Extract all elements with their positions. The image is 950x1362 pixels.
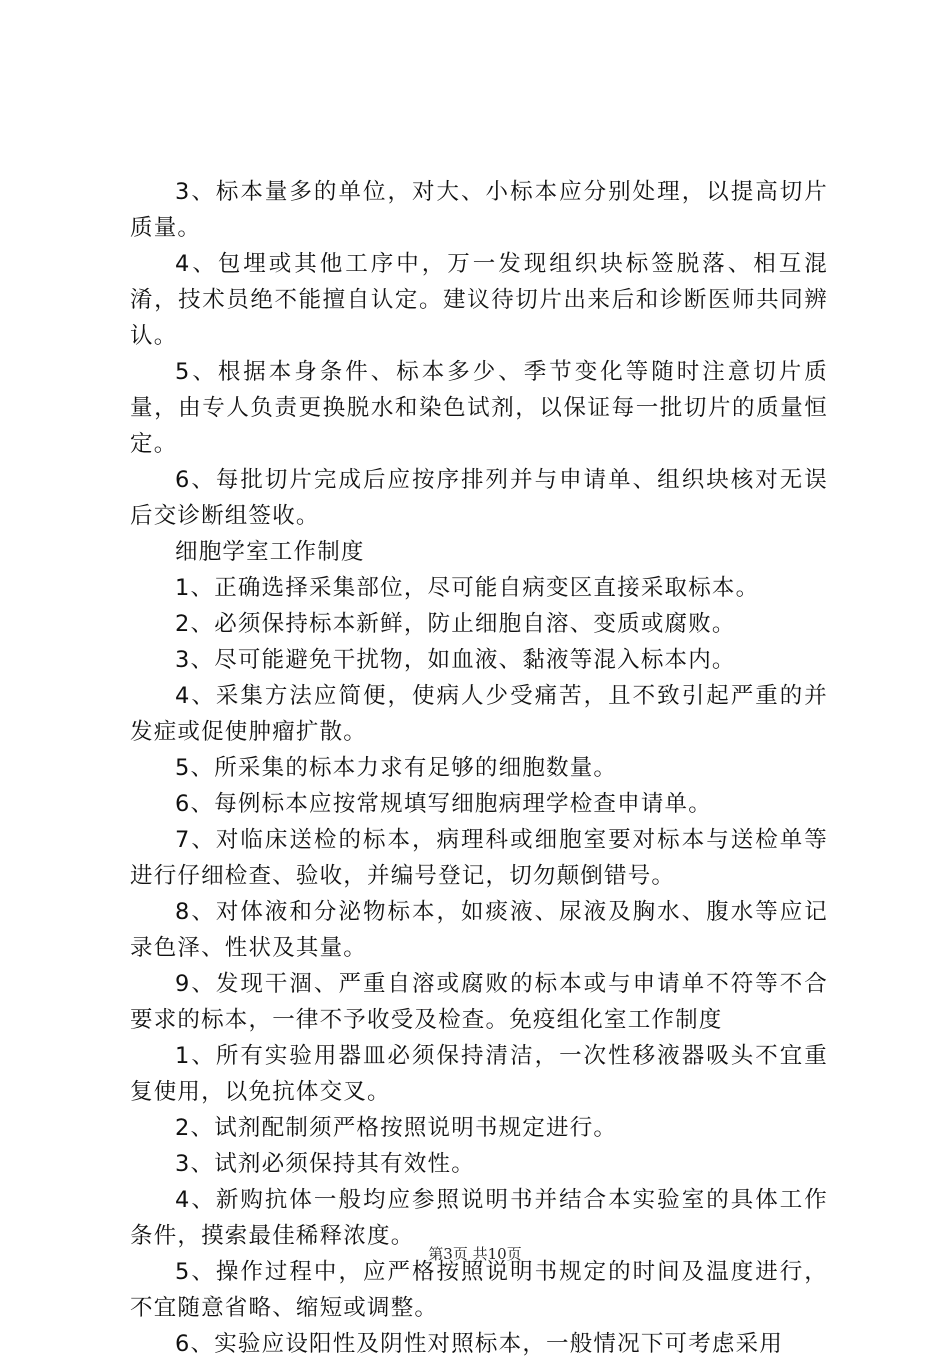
paragraph: 4、包埋或其他工序中，万一发现组织块标签脱落、相互混淆，技术员绝不能擅自认定。建议待切片出来后和诊断医师共同辨认。: [130, 251, 828, 349]
paragraph: 4、新购抗体一般均应参照说明书并结合本实验室的具体工作条件，摸索最佳稀释浓度。: [130, 1187, 828, 1249]
paragraph: 5、操作过程中，应严格按照说明书规定的时间及温度进行，不宜随意省略、缩短或调整。: [130, 1259, 828, 1321]
document-body: [130, 174, 828, 1362]
paragraph: 5、根据本身条件、标本多少、季节变化等随时注意切片质量，由专人负责更换脱水和染色试剂，以保证每一批切片的质量恒定。: [130, 359, 828, 457]
paragraph: 4、采集方法应简便，使病人少受痛苦，且不致引起严重的并发症或促使肿瘤扩散。: [130, 683, 828, 745]
paragraph: 9、发现干涸、严重自溶或腐败的标本或与申请单不符等不合要求的标本，一律不予收受及检查。免疫组化室工作制度: [130, 971, 828, 1033]
paragraph: 3、尽可能避免干扰物，如血液、黏液等混入标本内。: [175, 647, 736, 673]
paragraph: 2、必须保持标本新鲜，防止细胞自溶、变质或腐败。: [175, 611, 736, 637]
paragraph: 6、实验应设阳性及阴性对照标本，一般情况下可考虑采用: [175, 1331, 784, 1357]
paragraph: 1、正确选择采集部位，尽可能自病变区直接采取标本。: [175, 575, 760, 601]
page-number-footer: 第3页 共10页: [428, 1245, 522, 1263]
paragraph: 3、标本量多的单位，对大、小标本应分别处理，以提高切片质量。: [130, 179, 828, 241]
paragraph: 2、试剂配制须严格按照说明书规定进行。: [175, 1115, 618, 1141]
paragraph: 6、每例标本应按常规填写细胞病理学检查申请单。: [175, 791, 712, 817]
paragraph: 7、对临床送检的标本，病理科或细胞室要对标本与送检单等进行仔细检查、验收，并编号登记，切勿颠倒错号。: [130, 827, 828, 889]
paragraph: 1、所有实验用器皿必须保持清洁，一次性移液器吸头不宜重复使用，以免抗体交叉。: [130, 1043, 828, 1105]
paragraph: 8、对体液和分泌物标本，如痰液、尿液及胸水、腹水等应记录色泽、性状及其量。: [130, 899, 828, 961]
section-heading: 细胞学室工作制度: [175, 539, 365, 565]
paragraph: 6、每批切片完成后应按序排列并与申请单、组织块核对无误后交诊断组签收。: [130, 467, 828, 529]
paragraph: 5、所采集的标本力求有足够的细胞数量。: [175, 755, 618, 781]
paragraph: 3、试剂必须保持其有效性。: [175, 1151, 475, 1177]
